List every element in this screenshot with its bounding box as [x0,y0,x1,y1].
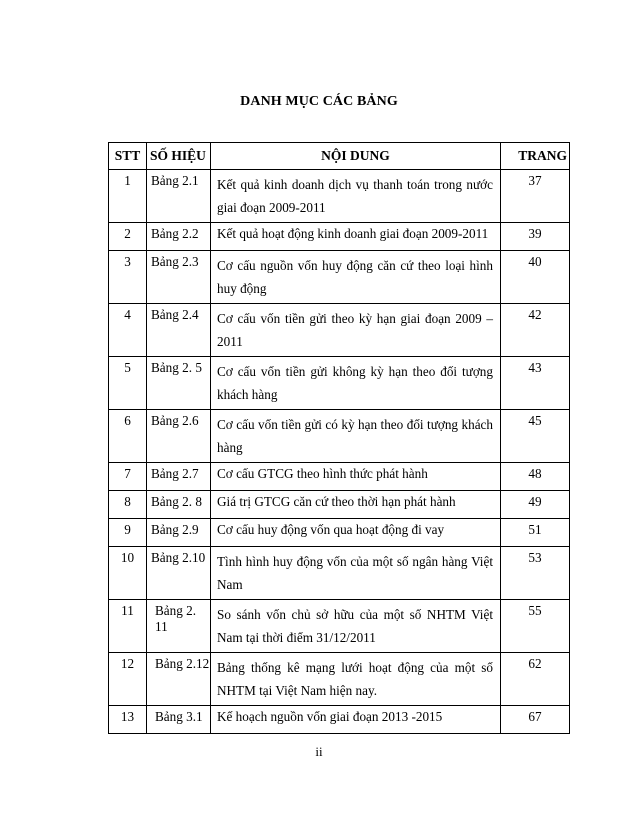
row-stt: 5 [109,357,147,410]
table-row [109,547,570,600]
row-stt: 7 [109,463,147,491]
table-row [109,653,570,706]
table-row [109,463,570,491]
row-trang: 39 [501,223,570,251]
row-noi-dung: Kết quả hoạt động kinh doanh giai đoạn 2009-2011 [211,223,501,251]
row-so-hieu: Bảng 3.1 [147,706,211,734]
row-noi-dung: Cơ cấu vốn tiền gửi theo kỳ hạn giai đoạn 2009 – 2011 [211,304,501,357]
table-header-row [109,143,570,170]
row-noi-dung: Cơ cấu GTCG theo hình thức phát hành [211,463,501,491]
row-noi-dung: So sánh vốn chủ sở hữu của một số NHTM Việt Nam tại thời điểm 31/12/2011 [211,600,501,653]
row-noi-dung: Kết quả kinh doanh dịch vụ thanh toán trong nước giai đoạn 2009-2011 [211,170,501,223]
table-row [109,600,570,653]
row-trang: 49 [501,491,570,519]
row-trang: 51 [501,519,570,547]
row-trang: 45 [501,410,570,463]
table-row [109,491,570,519]
row-stt: 10 [109,547,147,600]
row-stt: 11 [109,600,147,653]
table-row [109,519,570,547]
row-so-hieu: Bảng 2. 8 [147,491,211,519]
table-row [109,706,570,734]
row-stt: 9 [109,519,147,547]
row-so-hieu: Bảng 2.1 [147,170,211,223]
row-so-hieu: Bảng 2. 11 [147,600,211,653]
row-noi-dung: Cơ cấu vốn tiền gửi không kỳ hạn theo đối tượng khách hàng [211,357,501,410]
row-so-hieu: Bảng 2.12 [147,653,211,706]
table-row [109,170,570,223]
row-stt: 8 [109,491,147,519]
header-trang: TRANG [501,143,570,170]
row-stt: 4 [109,304,147,357]
row-stt: 2 [109,223,147,251]
row-stt: 1 [109,170,147,223]
row-stt: 13 [109,706,147,734]
row-noi-dung: Giá trị GTCG căn cứ theo thời hạn phát hành [211,491,501,519]
row-stt: 12 [109,653,147,706]
row-so-hieu: Bảng 2.10 [147,547,211,600]
row-trang: 62 [501,653,570,706]
row-noi-dung: Cơ cấu nguồn vốn huy động căn cứ theo loại hình huy động [211,251,501,304]
row-so-hieu: Bảng 2.9 [147,519,211,547]
row-so-hieu: Bảng 2. 5 [147,357,211,410]
table-row [109,410,570,463]
row-so-hieu: Bảng 2.4 [147,304,211,357]
row-noi-dung: Tình hình huy động vốn của một số ngân hàng Việt Nam [211,547,501,600]
header-so-hieu: SỐ HIỆU [147,143,211,170]
row-so-hieu: Bảng 2.3 [147,251,211,304]
page-number: ii [315,744,323,759]
row-so-hieu: Bảng 2.7 [147,463,211,491]
table-of-tables [108,142,570,734]
row-trang: 37 [501,170,570,223]
header-stt: STT [109,143,147,170]
header-noi-dung: NỘI DUNG [211,143,501,170]
row-trang: 55 [501,600,570,653]
table-row [109,304,570,357]
row-so-hieu: Bảng 2.2 [147,223,211,251]
row-trang: 67 [501,706,570,734]
page-title: DANH MỤC CÁC BẢNG [240,94,398,109]
row-noi-dung: Kế hoạch nguồn vốn giai đoạn 2013 -2015 [211,706,501,734]
row-trang: 40 [501,251,570,304]
table-row [109,357,570,410]
row-noi-dung: Cơ cấu vốn tiền gửi có kỳ hạn theo đối tượng khách hàng [211,410,501,463]
table-row [109,251,570,304]
row-noi-dung: Cơ cấu huy động vốn qua hoạt động đi vay [211,519,501,547]
row-stt: 3 [109,251,147,304]
row-noi-dung: Bảng thống kê mạng lưới hoạt động của một số NHTM tại Việt Nam hiện nay. [211,653,501,706]
row-trang: 53 [501,547,570,600]
row-stt: 6 [109,410,147,463]
row-trang: 42 [501,304,570,357]
row-trang: 43 [501,357,570,410]
row-so-hieu: Bảng 2.6 [147,410,211,463]
table-row [109,223,570,251]
row-trang: 48 [501,463,570,491]
